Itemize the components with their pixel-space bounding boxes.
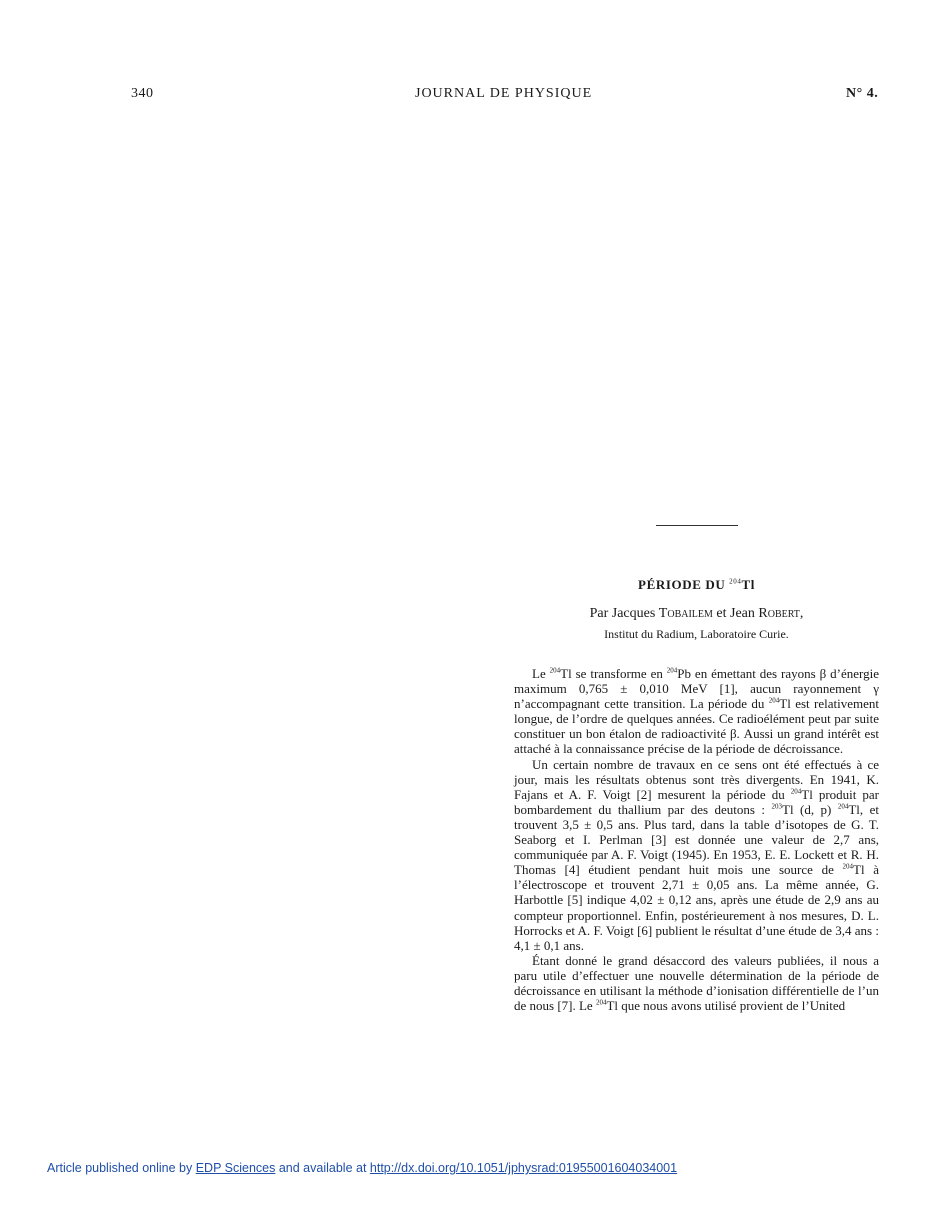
paragraph-text: Tl que nous avons utilisé provient de l’United xyxy=(606,998,846,1014)
authors-suffix: , xyxy=(799,606,804,621)
section-divider xyxy=(656,525,738,526)
isotope-mass-number: 204 xyxy=(595,998,607,1007)
author-surname-1: Tobailem xyxy=(658,606,713,621)
paragraph-text: Tl à l’électroscope et trouvent 2,71 ± 0,05 ans. La même année, G. Harbottle [5] indique 4,02 ± 0,12 ans, après une étude de 2,9 ans au compteur proportionnel. Enfin, postérieurement à nos mesures, D. L. Horrocks et A. F. Voigt [6] publient le résultat d’une étude de 3,4 ans : 4,1 ± 0,1 ans. xyxy=(514,862,880,953)
issue-number: N° 4. xyxy=(846,86,879,101)
isotope-mass-number: 204 xyxy=(842,862,854,871)
author-affiliation: Institut du Radium, Laboratoire Curie. xyxy=(604,627,789,641)
journal-title: JOURNAL DE PHYSIQUE xyxy=(415,86,593,101)
paragraph-text: Le xyxy=(532,666,550,681)
publisher-link[interactable]: EDP Sciences xyxy=(195,1161,276,1175)
body-paragraph xyxy=(514,953,879,1013)
article-authors xyxy=(514,606,879,622)
isotope-mass-number: 204 xyxy=(666,666,678,675)
paragraph-text: Tl produit par bombardement du thallium par des deutons : xyxy=(514,786,879,817)
paragraph-text: Tl est relativement longue, de l’ordre de quelques années. Ce radioélément peut par suite constituer un bon étalon de radioactivité β. Aussi un grand intérêt est attaché à la connaissance précise de la période de décroissance. xyxy=(514,696,880,757)
title-suffix: Tl xyxy=(741,577,755,592)
isotope-mass-number: 204 xyxy=(790,787,802,796)
paragraph-text: Tl (d, p) xyxy=(782,801,838,817)
paragraph-text: Pb en émettant des rayons β d’énergie maximum 0,765 ± 0,010 MeV [1], aucun rayonnement γ n’accompagnant cette transition. La période du xyxy=(514,666,879,712)
isotope-mass-number: 204 xyxy=(549,666,561,675)
authors-mid: et Jean xyxy=(712,606,759,621)
paragraph-text: Un certain nombre de travaux en ce sens ont été effectués à ce jour, mais les résultats obtenus sont très divergents. En 1941, K. Fajans et A. F. Voigt [2] mesurent la période du xyxy=(514,756,879,802)
doi-link[interactable]: http://dx.doi.org/10.1051/jphysrad:01955001604034001 xyxy=(369,1161,678,1175)
body-paragraph xyxy=(514,666,879,757)
isotope-mass-number: 204 xyxy=(768,696,780,705)
article-title xyxy=(514,577,879,593)
authors-prefix: Par Jacques xyxy=(589,606,659,621)
footer-prefix: Article published online by xyxy=(47,1161,196,1175)
isotope-mass-number: 204 xyxy=(837,802,849,811)
running-header xyxy=(0,86,930,104)
body-paragraph xyxy=(514,757,879,953)
paragraph-text: Tl se transforme en xyxy=(560,666,667,681)
publication-footer xyxy=(47,1161,677,1175)
article-body xyxy=(514,666,879,1013)
title-prefix: PÉRIODE DU xyxy=(638,577,730,592)
paragraph-text: Tl, et trouvent 3,5 ± 0,5 ans. Plus tard, dans la table d’isotopes de G. T. Seaborg et I. Perlman [3] est donnée une valeur de 2,7 ans, communiquée par A. F. Voigt (1945). En 1953, E. E. Lockett et R. H. Thomas [4] étudient pendant huit mois une source de xyxy=(514,801,879,878)
footer-middle: and available at xyxy=(275,1161,370,1175)
page-number: 340 xyxy=(131,86,154,101)
title-superscript: 204 xyxy=(729,577,742,586)
paragraph-text: Étant donné le grand désaccord des valeurs publiées, il nous a paru utile d’effectuer une nouvelle détermination de la période de décroissance en utilisant la méthode d’ionisation différentielle de l’un de nous [7]. Le xyxy=(514,952,879,1014)
author-surname-2: Robert xyxy=(758,606,800,621)
isotope-mass-number: 203 xyxy=(771,802,782,811)
